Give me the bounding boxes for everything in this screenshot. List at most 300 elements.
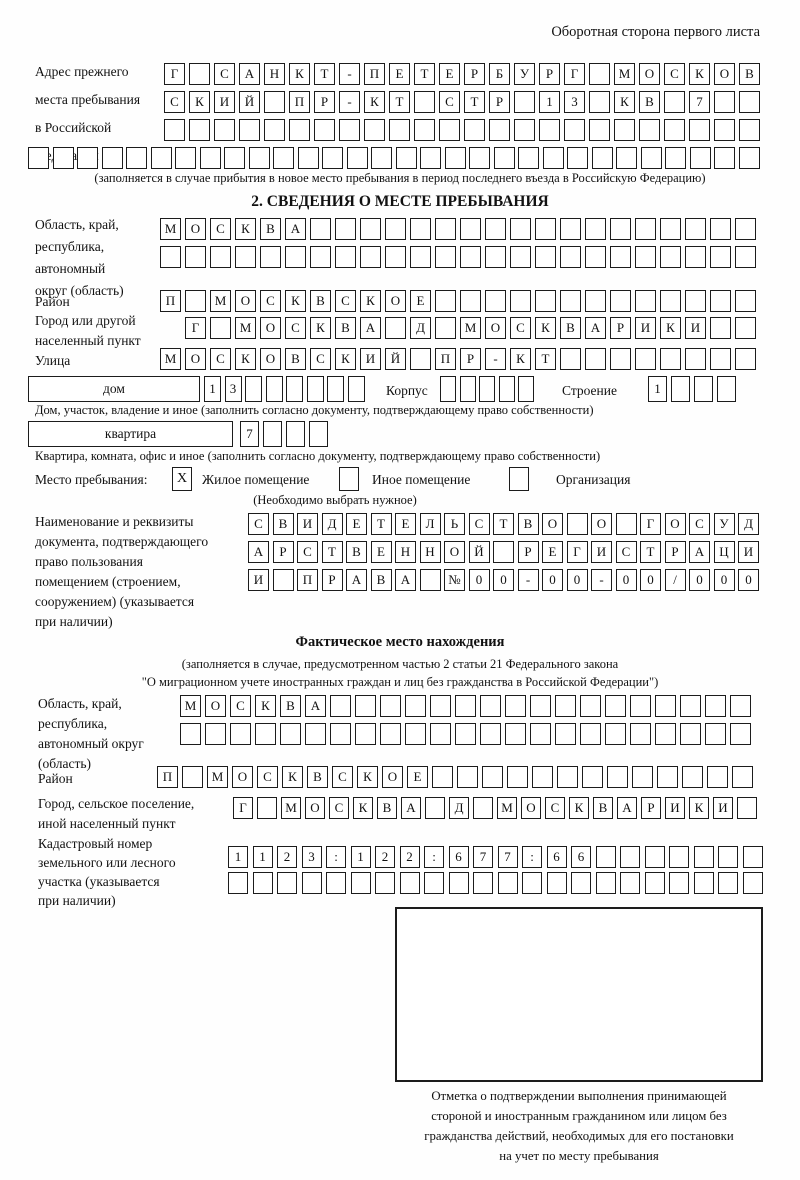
char-box: К [689,797,709,819]
char-box: Е [389,63,410,85]
char-box [335,246,356,268]
char-box [482,766,503,788]
char-box [424,872,444,894]
char-box [610,290,631,312]
house-type-box: дом [28,376,200,402]
char-box: 0 [616,569,637,591]
char-box [690,147,711,169]
prev-address-row-4 [28,147,763,169]
char-box [585,290,606,312]
char-box [480,723,501,745]
char-box [596,872,616,894]
label-line: при наличии) [38,893,116,908]
char-box [440,376,456,402]
char-box: Е [371,541,392,563]
char-box [339,119,360,141]
char-box: Р [460,348,481,370]
char-box [335,218,356,240]
char-box [555,723,576,745]
char-box: Г [233,797,253,819]
char-box: С [285,317,306,339]
char-box [360,246,381,268]
char-box [305,723,326,745]
checkbox-organization-label: Организация [556,472,631,487]
prev-address-note: (заполняется в случае прибытия в новое место пребывания в период последнего въезда в Российскую Федерацию) [94,171,706,185]
char-box [717,376,736,402]
char-box [510,246,531,268]
char-box [530,695,551,717]
char-box [596,846,616,868]
char-box [635,218,656,240]
char-box [457,766,478,788]
char-box: - [591,569,612,591]
char-box: Р [539,63,560,85]
char-box: 1 [204,376,221,402]
char-box [707,766,728,788]
char-box: О [185,218,206,240]
char-box [560,348,581,370]
char-box: К [660,317,681,339]
char-box [289,119,310,141]
char-box: Д [449,797,469,819]
char-box: Т [389,91,410,113]
char-box [420,147,441,169]
char-box [705,723,726,745]
label-line: сооружением) (указывается [35,594,195,609]
char-box [351,872,371,894]
char-box: И [248,569,269,591]
char-box [185,290,206,312]
char-box: К [569,797,589,819]
char-box [671,376,690,402]
char-box [655,723,676,745]
char-box [657,766,678,788]
char-box [605,723,626,745]
char-box [610,218,631,240]
char-box [498,872,518,894]
label-line: Город, сельское поселение, [38,796,195,811]
char-box [665,147,686,169]
char-box [414,119,435,141]
char-box [460,290,481,312]
char-box [605,695,626,717]
char-box [224,147,245,169]
char-box [589,91,610,113]
char-box [635,246,656,268]
char-box [280,723,301,745]
char-box: М [160,348,181,370]
char-box [330,695,351,717]
char-box: А [689,541,710,563]
char-box [737,797,757,819]
char-box [410,218,431,240]
char-box [730,723,751,745]
char-box [430,695,451,717]
char-box [518,147,539,169]
checkbox-residential-label: Жилое помещение [202,472,310,487]
char-box [493,541,514,563]
label-line: (область) [38,756,92,771]
char-box: С [335,290,356,312]
char-box: К [357,766,378,788]
char-box: Н [420,541,441,563]
checkbox-other-premises-label: Иное помещение [372,472,471,487]
char-box [286,421,305,447]
char-box [205,723,226,745]
char-box [620,846,640,868]
korpus-cells [440,376,538,402]
char-box [210,246,231,268]
char-box [371,147,392,169]
district-label: Район [35,294,70,309]
char-box [607,766,628,788]
char-box [473,797,493,819]
char-box: А [346,569,367,591]
char-box [630,695,651,717]
char-box: И [665,797,685,819]
char-box [405,695,426,717]
char-box: Р [322,569,343,591]
char-box: В [273,513,294,535]
char-box: 0 [542,569,563,591]
char-box: А [617,797,637,819]
ownership-doc-label [35,512,208,632]
char-box: К [310,317,331,339]
char-box: К [535,317,556,339]
char-box [685,290,706,312]
char-box [385,246,406,268]
char-box [420,569,441,591]
char-box [77,147,98,169]
char-box: Р [610,317,631,339]
char-box: С [469,513,490,535]
char-box [210,317,231,339]
char-box: 1 [228,846,248,868]
char-box: О [205,695,226,717]
char-box [102,147,123,169]
char-box [445,147,466,169]
char-box [348,376,365,402]
char-box: 3 [302,846,322,868]
label-line: иной населенный пункт [38,816,176,831]
char-box: П [364,63,385,85]
char-box [505,695,526,717]
char-box [460,376,476,402]
char-box [255,723,276,745]
section2-title: 2. СВЕДЕНИЯ О МЕСТЕ ПРЕБЫВАНИЯ [251,193,549,210]
char-box: О [521,797,541,819]
actual-city-row [233,797,761,819]
label-line: населенный пункт [35,333,141,348]
char-box [714,147,735,169]
char-box [616,513,637,535]
actual-district-label: Район [38,771,73,786]
char-box [580,695,601,717]
char-box: Д [322,513,343,535]
char-box [710,218,731,240]
char-box: Р [641,797,661,819]
char-box [263,421,282,447]
char-box: С [332,766,353,788]
char-box: В [260,218,281,240]
char-box [655,695,676,717]
char-box: Р [518,541,539,563]
char-box [435,246,456,268]
char-box [680,723,701,745]
char-box [660,218,681,240]
char-box: Д [738,513,759,535]
char-box [660,246,681,268]
checkbox-other-premises [339,467,359,491]
char-box: В [310,290,331,312]
char-box: В [560,317,581,339]
char-box [286,376,303,402]
char-box [743,872,763,894]
label-line: округ (область) [35,283,124,298]
char-box [405,723,426,745]
char-box: М [235,317,256,339]
char-box [385,317,406,339]
char-box: К [235,348,256,370]
char-box [330,723,351,745]
char-box: У [514,63,535,85]
char-box [307,376,324,402]
char-box: Е [439,63,460,85]
char-box: О [260,348,281,370]
char-box: 7 [498,846,518,868]
region-label [35,214,124,302]
char-box: С [248,513,269,535]
char-box: В [307,766,328,788]
char-box [264,119,285,141]
char-box: С [214,63,235,85]
char-box: - [485,348,506,370]
char-box [739,91,760,113]
cadastral-row-1 [228,846,767,868]
label-line: на учет по месту пребывания [499,1149,659,1163]
char-box [585,246,606,268]
char-box: О [185,348,206,370]
label-line: Кадастровый номер [38,836,153,851]
apartment-note: Квартира, комната, офис и иное (заполнить согласно документу, подтверждающему право собственности) [35,449,601,463]
char-box [735,246,756,268]
char-box: 0 [567,569,588,591]
char-box [327,376,344,402]
char-box [632,766,653,788]
char-box: Т [371,513,392,535]
char-box [645,872,665,894]
actual-location-note-2: "О миграционном учете иностранных граждан и лиц без гражданства в Российской Федерации") [141,675,659,689]
char-box: Б [489,63,510,85]
char-box: О [542,513,563,535]
char-box [539,119,560,141]
char-box [245,376,262,402]
char-box [518,376,534,402]
region-row-1 [160,218,760,240]
ownership-doc-row-2 [248,541,763,563]
char-box: С [310,348,331,370]
char-box: Н [395,541,416,563]
char-box [375,872,395,894]
char-box [589,63,610,85]
char-box: К [285,290,306,312]
char-box: 2 [375,846,395,868]
char-box [514,91,535,113]
char-box: К [510,348,531,370]
char-box: П [160,290,181,312]
char-box [53,147,74,169]
char-box: И [738,541,759,563]
char-box [389,119,410,141]
char-box: Г [640,513,661,535]
apartment-type-box: квартира [28,421,233,447]
char-box: О [235,290,256,312]
char-box [718,872,738,894]
char-box [364,119,385,141]
char-box [302,872,322,894]
label-line: гражданства действий, необходимых для его постановки [424,1129,734,1143]
char-box [669,872,689,894]
char-box: О [385,290,406,312]
char-box [326,872,346,894]
house-note: Дом, участок, владение и иное (заполнить согласно документу, подтверждающему право собственности) [35,403,594,417]
char-box [739,147,760,169]
char-box: К [189,91,210,113]
cadastral-row-2 [228,872,767,894]
char-box: А [395,569,416,591]
prev-address-row-1 [164,63,764,85]
char-box [535,290,556,312]
char-box: С [210,348,231,370]
char-box: Д [410,317,431,339]
char-box: Е [542,541,563,563]
char-box [585,218,606,240]
char-box [28,147,49,169]
char-box: С [164,91,185,113]
char-box [449,872,469,894]
char-box [685,348,706,370]
char-box [160,246,181,268]
char-box [314,119,335,141]
char-box [460,218,481,240]
char-box [630,723,651,745]
char-box [739,119,760,141]
stay-type-label: Место пребывания: [35,472,148,487]
char-box: О [665,513,686,535]
char-box: / [665,569,686,591]
char-box: 0 [689,569,710,591]
char-box [660,290,681,312]
char-box: В [639,91,660,113]
char-box [260,246,281,268]
char-box [266,376,283,402]
char-box [645,846,665,868]
char-box [664,91,685,113]
char-box: О [382,766,403,788]
char-box [182,766,203,788]
char-box: 7 [689,91,710,113]
char-box: С [439,91,460,113]
char-box: С [230,695,251,717]
char-box: Т [493,513,514,535]
label-line: Область, край, [38,696,122,711]
char-box: П [289,91,310,113]
label-line: Наименование и реквизиты [35,514,194,529]
char-box [714,119,735,141]
char-box [489,119,510,141]
char-box: О [305,797,325,819]
char-box [522,872,542,894]
char-box [689,119,710,141]
char-box [228,872,248,894]
actual-city-label [38,794,194,834]
char-box [189,119,210,141]
label-line: помещением (строением, [35,574,181,589]
char-box: О [639,63,660,85]
char-box: 1 [648,376,667,402]
char-box [732,766,753,788]
label-line: республика, [35,239,105,254]
label-line: право пользования [35,554,143,569]
char-box: П [435,348,456,370]
prev-address-row-3 [164,119,764,141]
char-box [635,348,656,370]
char-box: О [485,317,506,339]
char-box: И [635,317,656,339]
char-box [592,147,613,169]
char-box: А [305,695,326,717]
char-box [560,290,581,312]
char-box: М [281,797,301,819]
char-box [560,246,581,268]
char-box [555,695,576,717]
char-box: П [157,766,178,788]
char-box [432,766,453,788]
char-box [435,290,456,312]
char-box: С [329,797,349,819]
char-box: Т [640,541,661,563]
char-box: М [497,797,517,819]
char-box: В [285,348,306,370]
char-box [535,218,556,240]
char-box [273,569,294,591]
char-box: С [545,797,565,819]
char-box: Т [314,63,335,85]
char-box [710,246,731,268]
char-box [485,290,506,312]
char-box: 0 [738,569,759,591]
char-box [682,766,703,788]
char-box: И [685,317,706,339]
region-row-2 [160,246,760,268]
char-box: : [326,846,346,868]
char-box: С [260,290,281,312]
char-box: В [739,63,760,85]
char-box [485,218,506,240]
char-box [664,119,685,141]
stroenie-label: Строение [562,383,617,398]
char-box: С [257,766,278,788]
char-box [705,695,726,717]
label-line: документа, подтверждающего [35,534,209,549]
char-box [532,766,553,788]
char-box: Г [185,317,206,339]
char-box: Й [239,91,260,113]
label-line: Отметка о подтверждении выполнения принимающей [431,1089,727,1103]
char-box: О [444,541,465,563]
char-box [230,723,251,745]
char-box [530,723,551,745]
